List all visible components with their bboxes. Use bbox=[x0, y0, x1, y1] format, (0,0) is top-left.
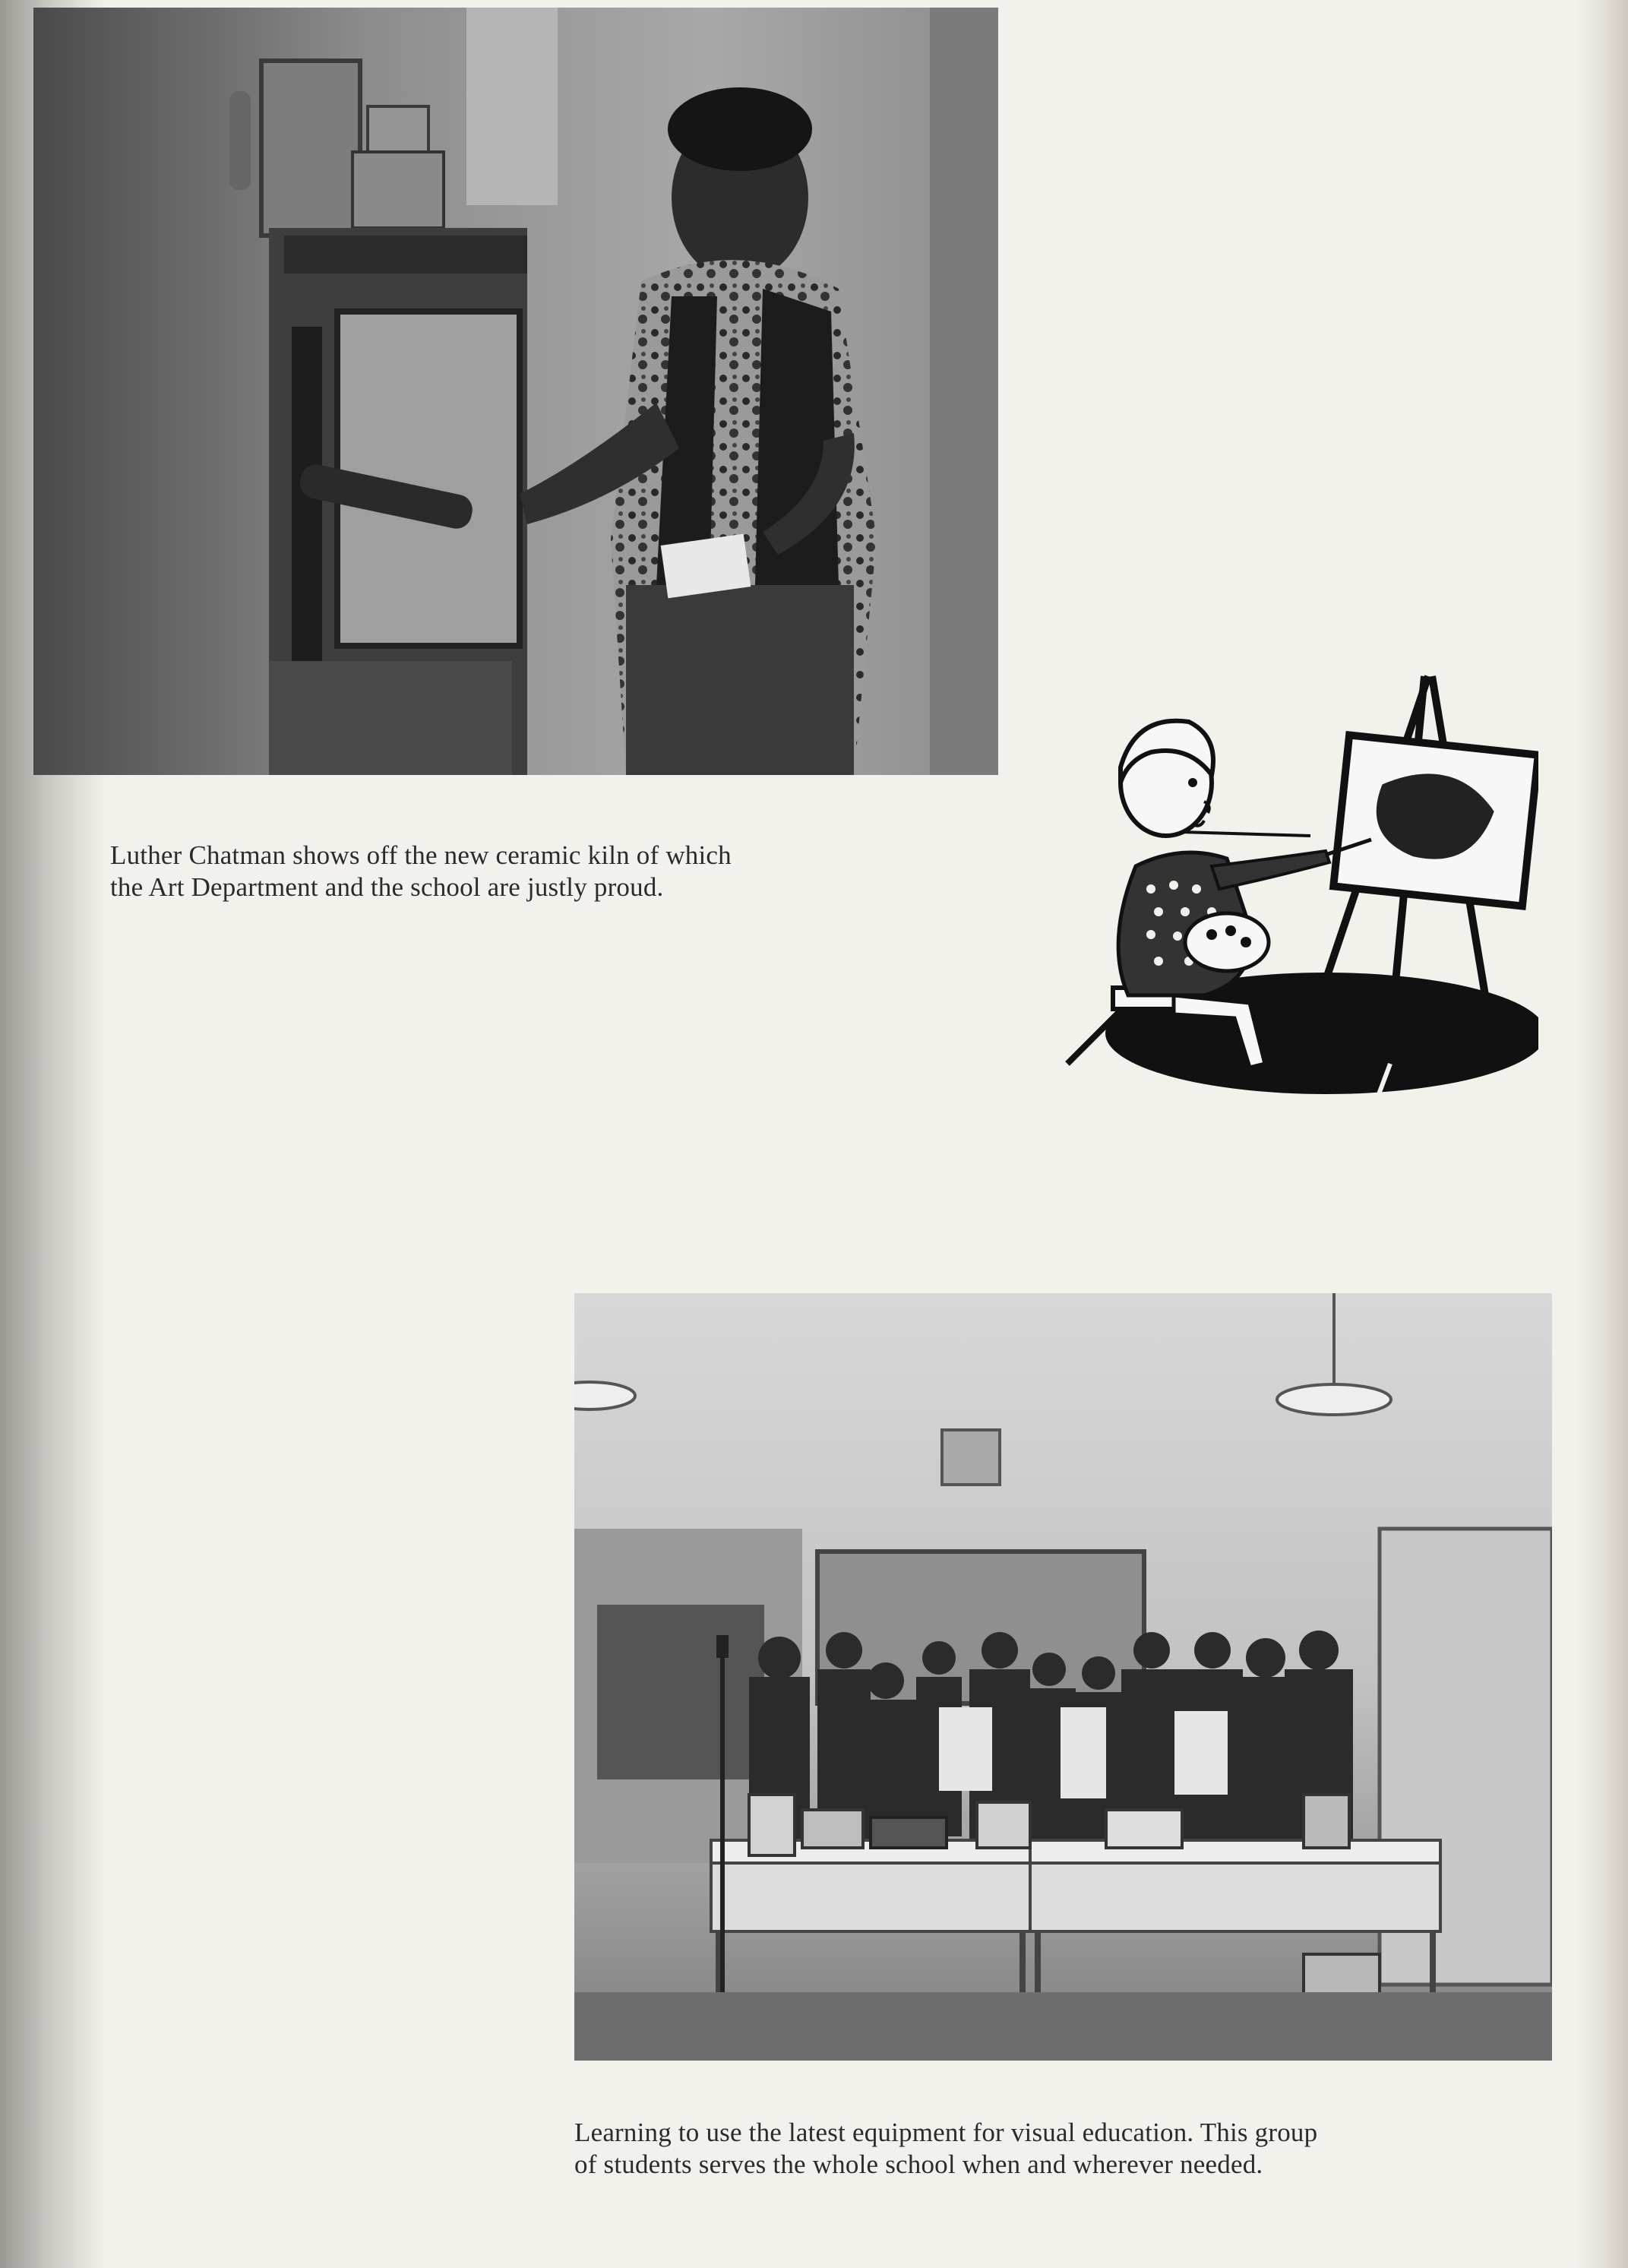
visual-education-caption bbox=[574, 2117, 1554, 2181]
kiln-photo bbox=[33, 8, 998, 775]
kiln-caption bbox=[110, 840, 931, 903]
visual-education-caption-line-1: Learning to use the latest equipment for visual education. This group bbox=[574, 2118, 1318, 2147]
kiln-photo-graphic bbox=[33, 8, 998, 775]
artist-cartoon-graphic bbox=[1022, 669, 1538, 1102]
kiln-caption-line-2: the Art Department and the school are justly proud. bbox=[110, 872, 664, 902]
page-edge-right bbox=[1575, 0, 1628, 2268]
class-photo bbox=[574, 1293, 1552, 2061]
artist-cartoon bbox=[1022, 669, 1538, 1102]
kiln-caption-line-1: Luther Chatman shows off the new ceramic kiln of which bbox=[110, 840, 732, 870]
visual-education-caption-line-2: of students serves the whole school when and wherever needed. bbox=[574, 2149, 1263, 2179]
class-photo-graphic bbox=[574, 1293, 1552, 2061]
